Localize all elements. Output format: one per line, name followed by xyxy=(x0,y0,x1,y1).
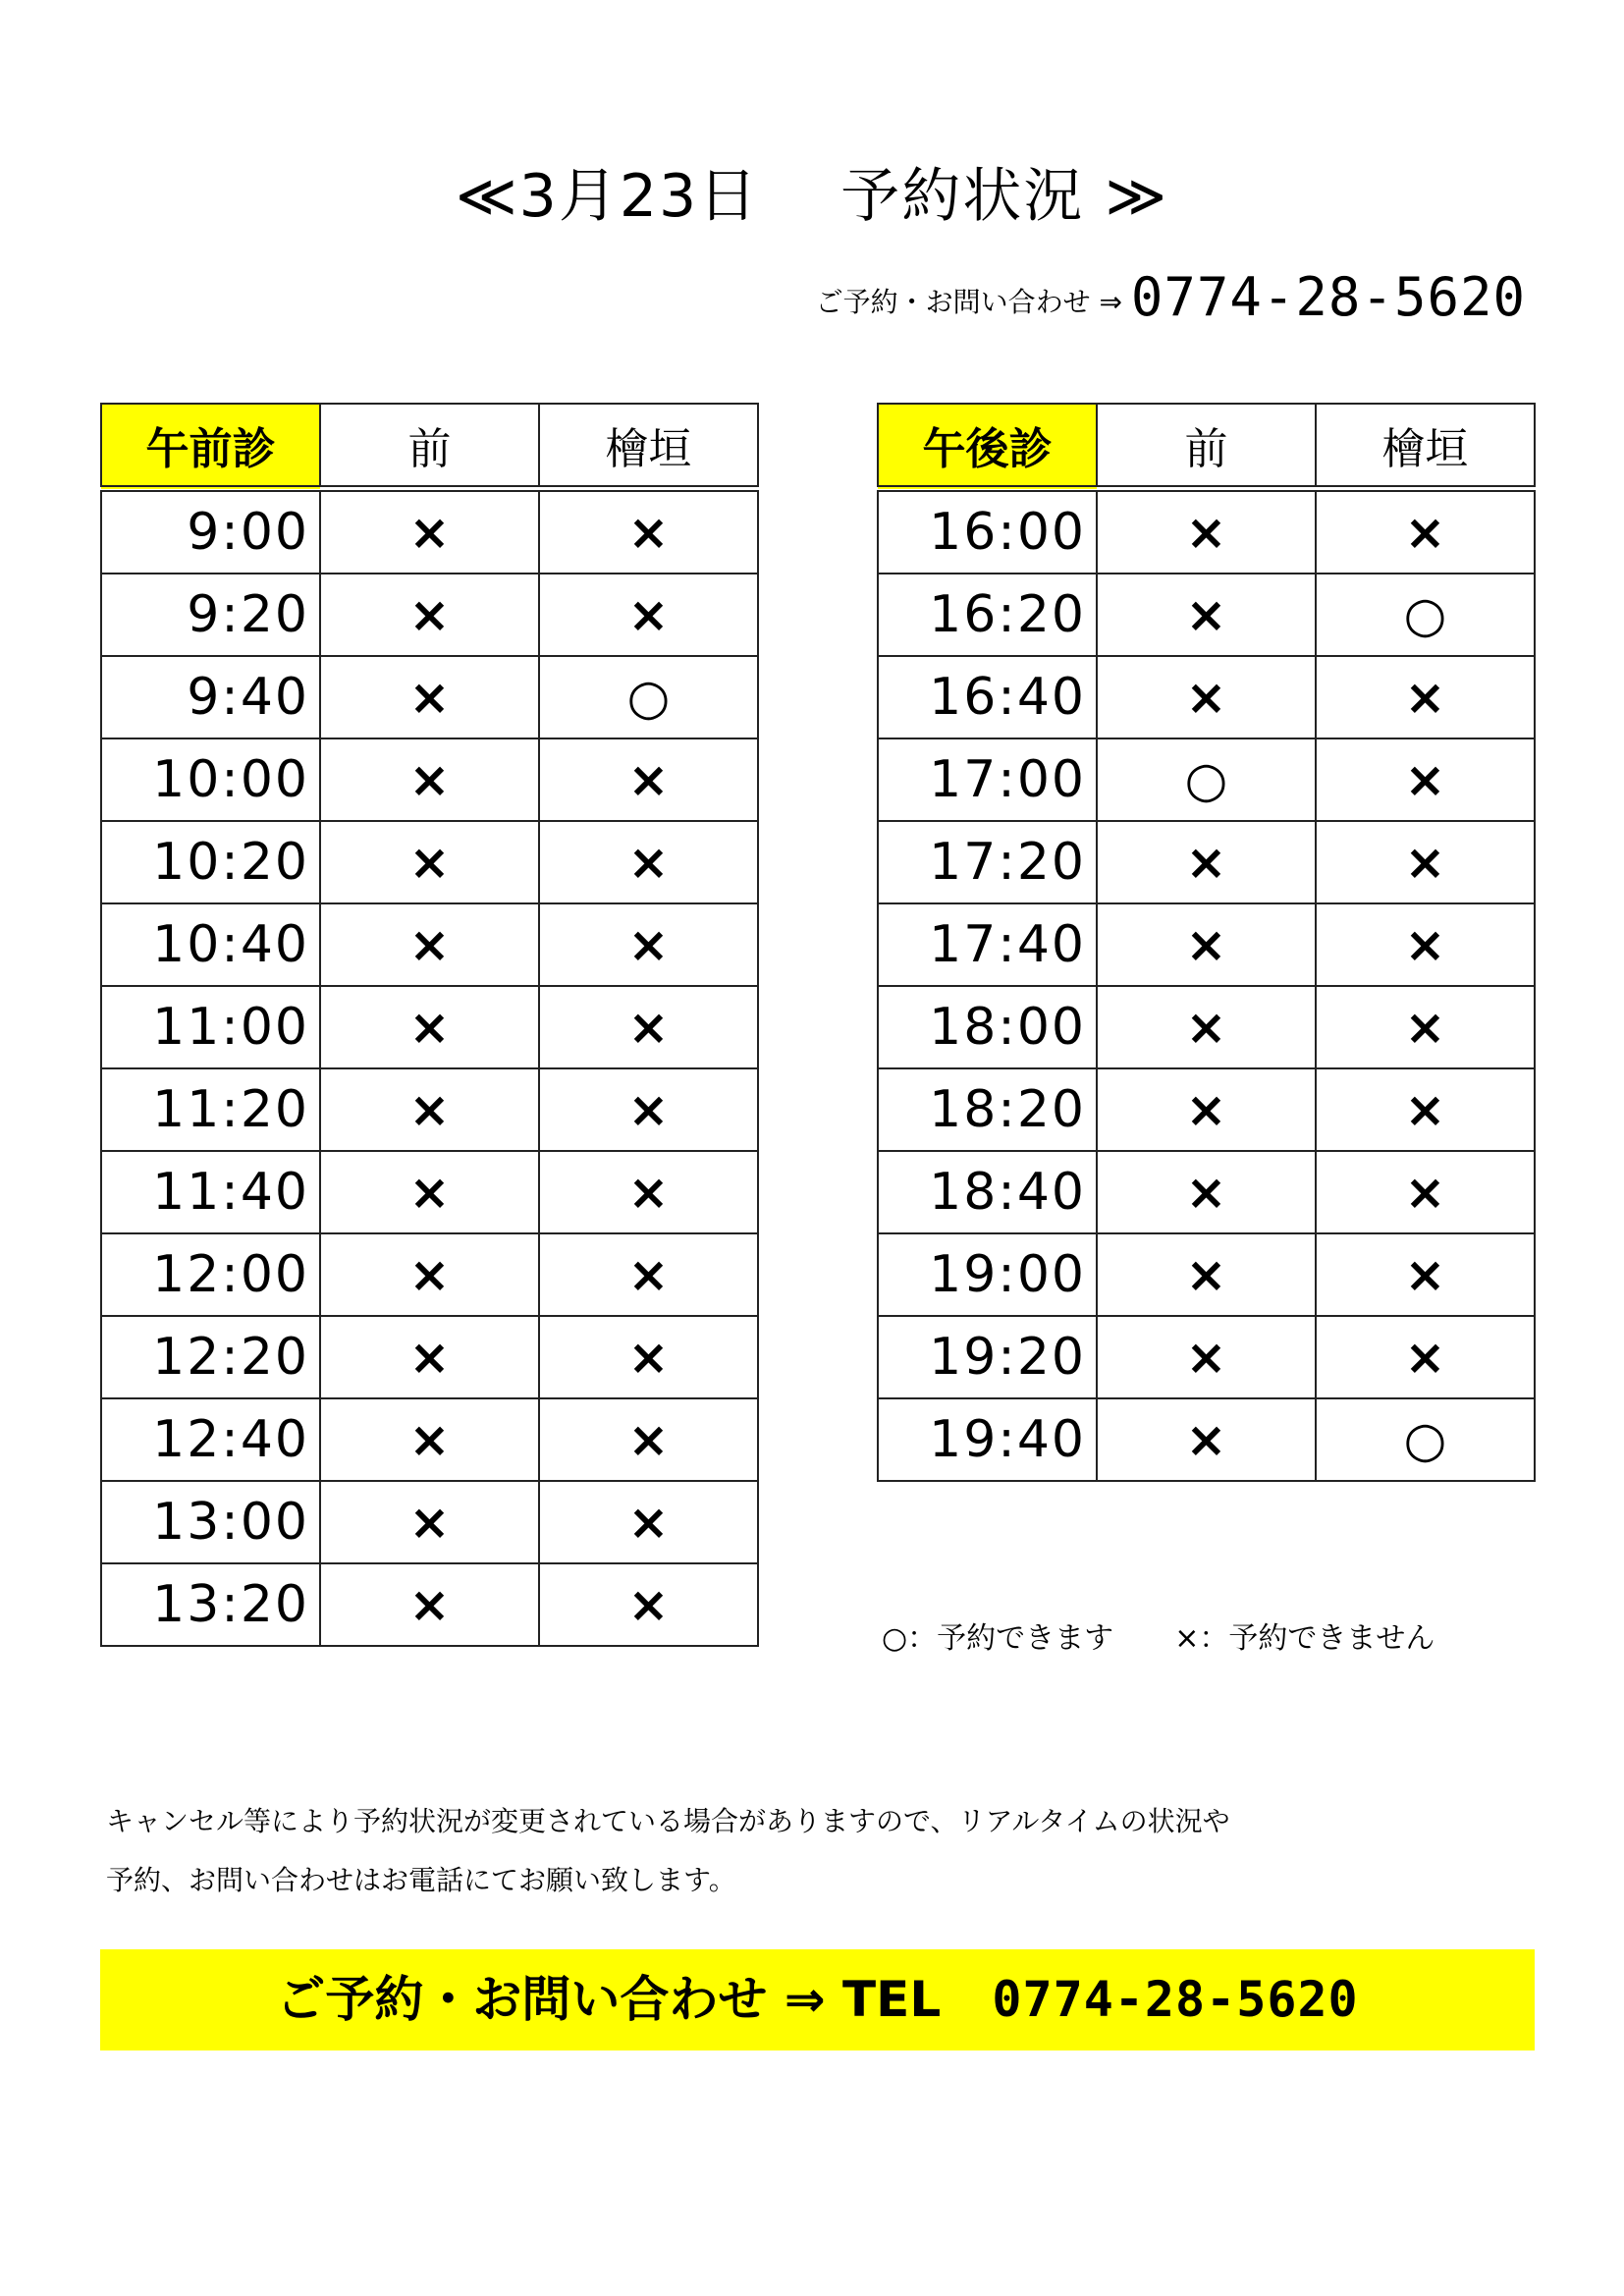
availability-mae: × xyxy=(1097,986,1316,1068)
table-row xyxy=(878,656,1535,738)
doctor-higaki-header: 檜垣 xyxy=(539,404,758,489)
table-row xyxy=(101,1233,758,1316)
time-slot: 17:40 xyxy=(878,903,1097,986)
morning-schedule-table xyxy=(100,403,759,1647)
afternoon-schedule-table xyxy=(877,403,1536,1482)
availability-mae: × xyxy=(1097,903,1316,986)
availability-mae: × xyxy=(1097,656,1316,738)
availability-mae: × xyxy=(320,1233,539,1316)
availability-higaki: × xyxy=(1316,489,1535,574)
contact-banner xyxy=(100,1949,1535,2050)
table-row xyxy=(101,489,758,574)
availability-higaki: × xyxy=(539,1151,758,1233)
availability-mae: × xyxy=(1097,1068,1316,1151)
phone-number[interactable]: 0774-28-5620 xyxy=(1130,266,1526,328)
table-row xyxy=(101,1398,758,1481)
time-slot: 16:20 xyxy=(878,574,1097,656)
table-row xyxy=(878,574,1535,656)
availability-higaki: × xyxy=(539,489,758,574)
availability-mae: × xyxy=(320,821,539,903)
time-slot: 10:20 xyxy=(101,821,320,903)
availability-higaki: × xyxy=(539,1233,758,1316)
availability-higaki: × xyxy=(539,1068,758,1151)
table-row xyxy=(101,1481,758,1563)
contact-info-top xyxy=(816,263,1526,337)
table-row xyxy=(101,656,758,738)
availability-mae: × xyxy=(1097,821,1316,903)
time-slot: 18:20 xyxy=(878,1068,1097,1151)
availability-mae: × xyxy=(320,986,539,1068)
availability-mae: × xyxy=(1097,1233,1316,1316)
time-slot: 19:20 xyxy=(878,1316,1097,1398)
availability-higaki: ○ xyxy=(539,656,758,738)
table-row xyxy=(878,738,1535,821)
table-row xyxy=(101,738,758,821)
contact-label: ご予約・お問い合わせ ⇒ xyxy=(815,286,1122,318)
table-row xyxy=(878,903,1535,986)
time-slot: 12:40 xyxy=(101,1398,320,1481)
availability-mae: × xyxy=(1097,1398,1316,1481)
table-row xyxy=(878,821,1535,903)
morning-session-header: 午前診 xyxy=(101,404,320,489)
availability-higaki: ○ xyxy=(1316,574,1535,656)
time-slot: 9:40 xyxy=(101,656,320,738)
availability-higaki: × xyxy=(1316,903,1535,986)
page-title: ≪3月23日 予約状況 ≫ xyxy=(455,162,1169,231)
doctor-mae-header: 前 xyxy=(1097,404,1316,489)
availability-mae: × xyxy=(1097,574,1316,656)
availability-higaki: × xyxy=(1316,821,1535,903)
banner-phone-number[interactable]: 0774-28-5620 xyxy=(992,1971,1359,2028)
availability-mae: × xyxy=(320,656,539,738)
table-row xyxy=(878,1068,1535,1151)
table-row xyxy=(101,821,758,903)
availability-higaki: × xyxy=(539,1316,758,1398)
availability-higaki: × xyxy=(539,1398,758,1481)
availability-mae: × xyxy=(320,1316,539,1398)
availability-mae: × xyxy=(320,574,539,656)
availability-higaki: × xyxy=(539,574,758,656)
availability-higaki: × xyxy=(1316,1151,1535,1233)
legend-unavailable: ×：予約できません xyxy=(1174,1621,1435,1656)
notice-line: キャンセル等により予約状況が変更されている場合がありますので、リアルタイムの状況や xyxy=(106,1805,1230,1837)
availability-higaki: × xyxy=(1316,656,1535,738)
time-slot: 10:40 xyxy=(101,903,320,986)
time-slot: 16:40 xyxy=(878,656,1097,738)
notice-text xyxy=(106,1792,1481,1910)
table-row xyxy=(878,1316,1535,1398)
table-row xyxy=(878,1398,1535,1481)
availability-mae: × xyxy=(320,1151,539,1233)
table-row xyxy=(878,1151,1535,1233)
time-slot: 19:00 xyxy=(878,1233,1097,1316)
availability-mae: × xyxy=(320,903,539,986)
time-slot: 10:00 xyxy=(101,738,320,821)
availability-higaki: × xyxy=(539,903,758,986)
table-row xyxy=(101,1151,758,1233)
time-slot: 11:00 xyxy=(101,986,320,1068)
time-slot: 17:00 xyxy=(878,738,1097,821)
availability-mae: × xyxy=(320,1563,539,1646)
availability-mae: × xyxy=(320,489,539,574)
availability-higaki: × xyxy=(539,738,758,821)
availability-higaki: × xyxy=(539,1563,758,1646)
availability-mae: × xyxy=(320,1068,539,1151)
time-slot: 11:20 xyxy=(101,1068,320,1151)
time-slot: 12:20 xyxy=(101,1316,320,1398)
doctor-higaki-header: 檜垣 xyxy=(1316,404,1535,489)
time-slot: 16:00 xyxy=(878,489,1097,574)
afternoon-session-header: 午後診 xyxy=(878,404,1097,489)
availability-higaki: × xyxy=(1316,1316,1535,1398)
table-row xyxy=(101,1563,758,1646)
availability-higaki: × xyxy=(539,1481,758,1563)
table-row xyxy=(878,986,1535,1068)
table-header-row xyxy=(878,404,1535,489)
availability-higaki: × xyxy=(1316,1233,1535,1316)
availability-mae: × xyxy=(320,1481,539,1563)
time-slot: 12:00 xyxy=(101,1233,320,1316)
table-row xyxy=(101,986,758,1068)
time-slot: 19:40 xyxy=(878,1398,1097,1481)
time-slot: 17:20 xyxy=(878,821,1097,903)
time-slot: 13:20 xyxy=(101,1563,320,1646)
table-row xyxy=(101,1068,758,1151)
time-slot: 9:00 xyxy=(101,489,320,574)
time-slot: 18:00 xyxy=(878,986,1097,1068)
availability-higaki: × xyxy=(1316,986,1535,1068)
time-slot: 11:40 xyxy=(101,1151,320,1233)
availability-mae: × xyxy=(320,1398,539,1481)
availability-higaki: × xyxy=(539,821,758,903)
availability-mae: × xyxy=(1097,1316,1316,1398)
table-header-row xyxy=(101,404,758,489)
time-slot: 9:20 xyxy=(101,574,320,656)
table-row xyxy=(101,574,758,656)
doctor-mae-header: 前 xyxy=(320,404,539,489)
notice-line: 予約、お問い合わせはお電話にてお願い致します。 xyxy=(106,1864,736,1896)
availability-mae: × xyxy=(1097,489,1316,574)
availability-mae: × xyxy=(320,738,539,821)
time-slot: 13:00 xyxy=(101,1481,320,1563)
availability-higaki: × xyxy=(1316,738,1535,821)
table-row xyxy=(101,903,758,986)
time-slot: 18:40 xyxy=(878,1151,1097,1233)
availability-higaki: × xyxy=(539,986,758,1068)
table-row xyxy=(101,1316,758,1398)
table-row xyxy=(878,489,1535,574)
legend-available: ○：予約できます xyxy=(882,1621,1114,1656)
availability-higaki: × xyxy=(1316,1068,1535,1151)
availability-mae: ○ xyxy=(1097,738,1316,821)
banner-label: ご予約・お問い合わせ ⇒ TEL xyxy=(276,1971,942,2028)
availability-higaki: ○ xyxy=(1316,1398,1535,1481)
availability-mae: × xyxy=(1097,1151,1316,1233)
legend xyxy=(882,1614,1435,1664)
table-row xyxy=(878,1233,1535,1316)
